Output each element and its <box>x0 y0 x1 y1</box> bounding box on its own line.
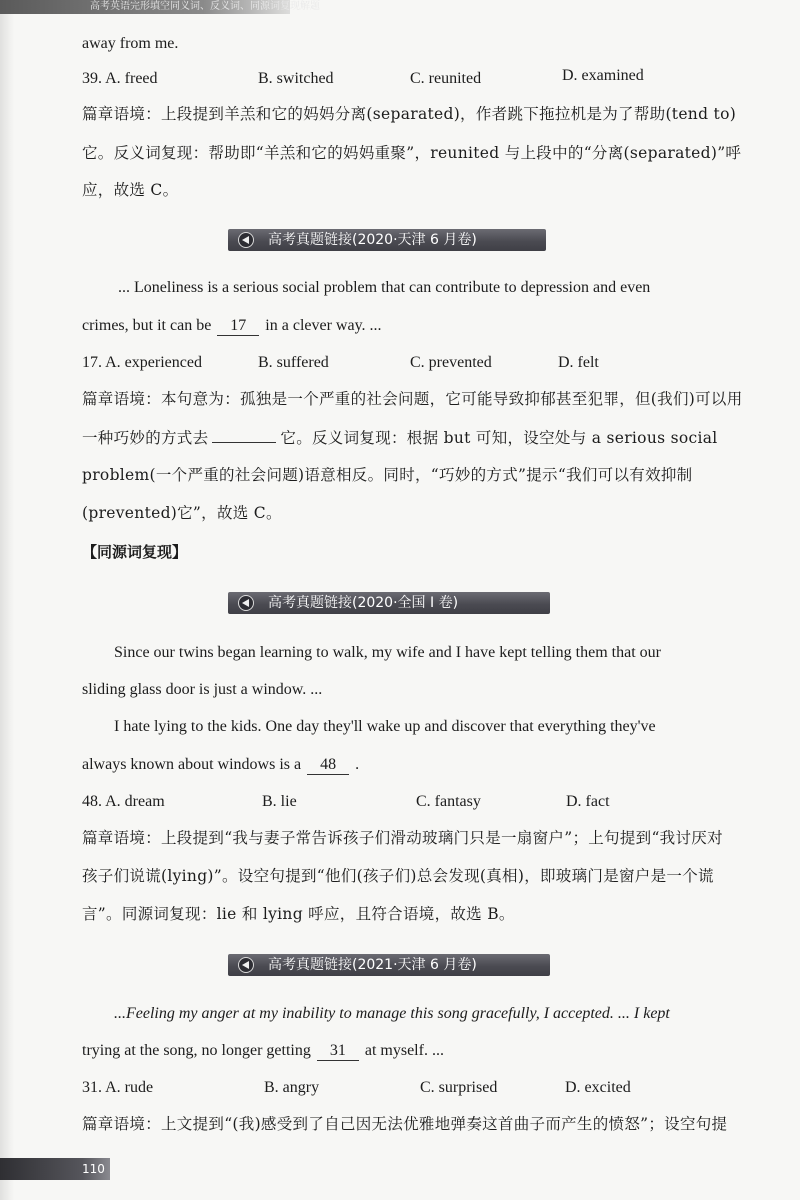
option-48-a: 48. A. dream <box>82 793 165 810</box>
page-edge-shadow <box>0 0 14 1200</box>
explanation-39-line-3: 应，故选 C。 <box>82 181 179 199</box>
running-header: 高考英语完形填空同义词、反义词、同源词复现解题 <box>0 0 290 14</box>
blank-48: 48 <box>307 756 349 775</box>
option-39-a: 39. A. freed <box>82 70 158 87</box>
option-17-c: C. prevented <box>410 354 492 371</box>
option-48-c: C. fantasy <box>416 793 481 810</box>
passage-3-text-before-blank: always known about windows is a <box>82 756 302 773</box>
explanation-31-line-1: 篇章语境：上文提到“(我)感受到了自己因无法优雅地弹奏这首曲子而产生的愤怒”；设空句提 <box>82 1115 728 1133</box>
option-17-b: B. suffered <box>258 354 329 371</box>
explanation-17-line-4: (prevented)它”，故选 C。 <box>82 504 282 522</box>
option-39-c: C. reunited <box>410 70 482 87</box>
passage-2-line-1: ... Loneliness is a serious social problem that can contribute to depression and even <box>118 279 651 296</box>
option-31-d: D. excited <box>565 1079 631 1096</box>
option-17-a: 17. A. experienced <box>82 354 202 371</box>
explanation-48-line-3: 言”。同源词复现：lie 和 lying 呼应，且符合语境，故选 B。 <box>82 905 515 923</box>
option-31-c: C. surprised <box>420 1079 498 1096</box>
option-31-b: B. angry <box>264 1079 320 1096</box>
blank-17: 17 <box>217 317 259 336</box>
page-number: 110 <box>82 1162 105 1176</box>
explanation-39-line-2: 它。反义词复现：帮助即“羊羔和它的妈妈重聚”，reunited 与上段中的“分离(separated)”呼 <box>82 144 742 162</box>
explanation-17-line-1: 篇章语境：本句意为：孤独是一个严重的社会问题，它可能导致抑郁甚至犯罪，但(我们)可以用 <box>82 390 743 408</box>
explanation-48-line-1: 篇章语境：上段提到“我与妻子常告诉孩子们滑动玻璃门只是一扇窗户”；上句提到“我讨厌对 <box>82 829 723 847</box>
passage-4-line-1: ...Feeling my anger at my inability to manage this song gracefully, I accepted. ... I kept <box>114 1005 670 1022</box>
passage-4-line-2 <box>82 1039 742 1063</box>
banner-3-label: 高考真题链接(2021·天津 6 月卷) <box>268 957 477 973</box>
arrow-left-icon <box>238 232 254 248</box>
explanation-39-line-1: 篇章语境：上段提到羊羔和它的妈妈分离(separated)，作者跳下拖拉机是为了帮助(tend to) <box>82 105 737 123</box>
option-39-d: D. examined <box>562 67 644 84</box>
arrow-left-icon <box>238 595 254 611</box>
blank-31: 31 <box>317 1042 359 1061</box>
arrow-left-icon <box>238 957 254 973</box>
option-31-a: 31. A. rude <box>82 1079 154 1096</box>
passage-2-text-after-blank: in a clever way. ... <box>265 317 382 334</box>
banner-1-label: 高考真题链接(2020·天津 6 月卷) <box>268 232 477 248</box>
explanation-17-text-after-blank: 它。反义词复现：根据 but 可知，设空处与 a serious social <box>280 429 718 447</box>
passage-3-line-4 <box>82 753 742 777</box>
passage-3-text-after-blank: . <box>355 756 360 773</box>
explanation-17-line-2 <box>82 426 742 450</box>
banner-2-label: 高考真题链接(2020·全国 Ⅰ 卷) <box>268 595 459 611</box>
passage-3-line-1: Since our twins began learning to walk, my wife and I have kept telling them that our <box>114 644 661 661</box>
explanation-17-text-before-blank: 一种巧妙的方式去 <box>82 429 209 447</box>
section-heading: 【同源词复现】 <box>82 543 188 561</box>
exam-link-banner-3 <box>228 954 550 976</box>
explanation-48-line-2: 孩子们说谎(lying)”。设空句提到“他们(孩子们)总会发现(真相)，即玻璃门是窗户是一个谎 <box>82 867 714 885</box>
explanation-blank <box>212 429 276 443</box>
option-48-b: B. lie <box>262 793 297 810</box>
passage-continuation: away from me. <box>82 35 179 52</box>
passage-3-line-3: I hate lying to the kids. One day they'll wake up and discover that everything they've <box>114 718 656 735</box>
passage-3-line-2: sliding glass door is just a window. ... <box>82 681 323 698</box>
exam-link-banner-1 <box>228 229 546 251</box>
passage-4-text-after-blank: at myself. ... <box>364 1042 444 1059</box>
option-17-d: D. felt <box>558 354 599 371</box>
option-48-d: D. fact <box>566 793 610 810</box>
option-39-b: B. switched <box>258 70 334 87</box>
exam-link-banner-2 <box>228 592 550 614</box>
passage-4-text-before-blank: trying at the song, no longer getting <box>82 1042 311 1059</box>
passage-2-line-2 <box>82 314 742 338</box>
explanation-17-line-3: problem(一个严重的社会问题)语意相反。同时，“巧妙的方式”提示“我们可以有效抑制 <box>82 466 693 484</box>
passage-2-text-before-blank: crimes, but it can be <box>82 317 212 334</box>
